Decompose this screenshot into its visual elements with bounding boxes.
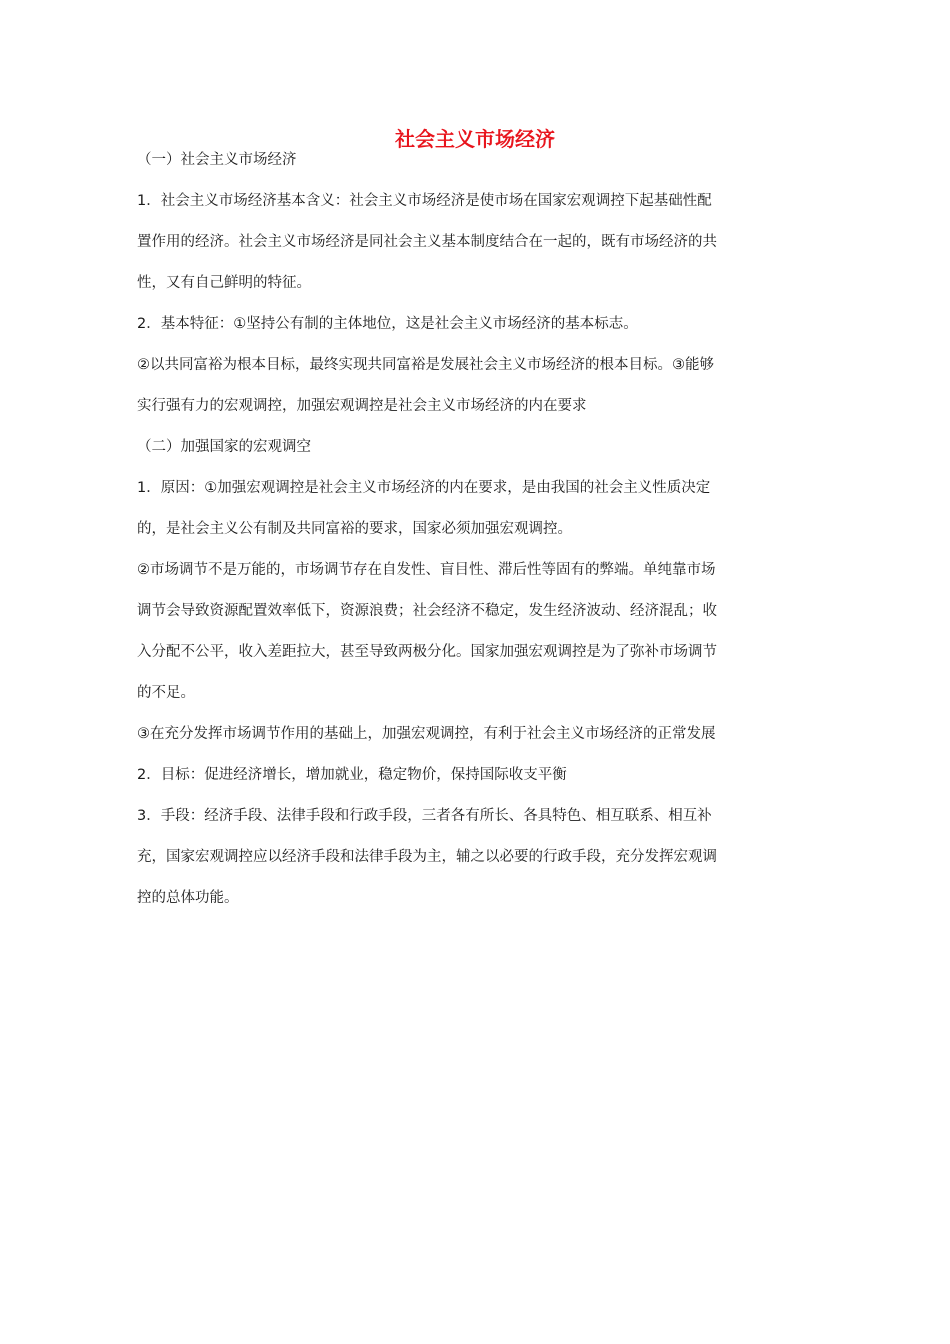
text-line: 充，国家宏观调控应以经济手段和法律手段为主，辅之以必要的行政手段，充分发挥宏观调 (137, 849, 717, 865)
section-heading-2-wrap (137, 437, 817, 457)
text-line: 实行强有力的宏观调控，加强宏观调控是社会主义市场经济的内在要求 (137, 398, 587, 414)
text-line: 的，是社会主义公有制及共同富裕的要求，国家必须加强宏观调控。 (137, 521, 572, 537)
paragraph-goals (137, 765, 817, 785)
text-line: 1．社会主义市场经济基本含义：社会主义市场经济是使市场在国家宏观调控下起基础性配 (137, 193, 712, 209)
document-body (137, 150, 817, 908)
paragraph-market-limits (137, 560, 817, 703)
text-line: 的不足。 (137, 685, 195, 701)
text-line: 调节会导致资源配置效率低下，资源浪费；社会经济不稳定，发生经济波动、经济混乱；收 (137, 603, 717, 619)
text-line: 1．原因：①加强宏观调控是社会主义市场经济的内在要求，是由我国的社会主义性质决定 (137, 480, 711, 496)
paragraph-reasons (137, 478, 817, 539)
text-line: ②市场调节不是万能的，市场调节存在自发性、盲目性、滞后性等固有的弊端。单纯靠市场 (137, 562, 716, 578)
section-heading-1: （一）社会主义市场经济 (137, 152, 297, 168)
paragraph-common-prosperity (137, 355, 817, 416)
paragraph-regulation-benefit (137, 724, 817, 744)
text-line: 置作用的经济。社会主义市场经济是同社会主义基本制度结合在一起的，既有市场经济的共 (137, 234, 717, 250)
text-line: 性，又有自己鲜明的特征。 (137, 275, 311, 291)
section-heading-2: （二）加强国家的宏观调空 (137, 439, 311, 455)
paragraph-means (137, 806, 817, 908)
document-title: 社会主义市场经济 (395, 127, 555, 151)
paragraph-basic-features (137, 314, 817, 334)
text-line: 入分配不公平，收入差距拉大，甚至导致两极分化。国家加强宏观调控是为了弥补市场调节 (137, 644, 717, 660)
text-line: 控的总体功能。 (137, 890, 239, 906)
text-line: 3．手段：经济手段、法律手段和行政手段，三者各有所长、各具特色、相互联系、相互补 (137, 808, 712, 824)
text-line: 2．目标：促进经济增长，增加就业，稳定物价，保持国际收支平衡 (137, 767, 567, 783)
text-line: 2．基本特征：①坚持公有制的主体地位，这是社会主义市场经济的基本标志。 (137, 316, 638, 332)
paragraph-basic-meaning (137, 191, 817, 293)
text-line: ②以共同富裕为根本目标，最终实现共同富裕是发展社会主义市场经济的根本目标。③能够 (137, 357, 714, 373)
text-line: ③在充分发挥市场调节作用的基础上，加强宏观调控，有利于社会主义市场经济的正常发展 (137, 726, 716, 742)
